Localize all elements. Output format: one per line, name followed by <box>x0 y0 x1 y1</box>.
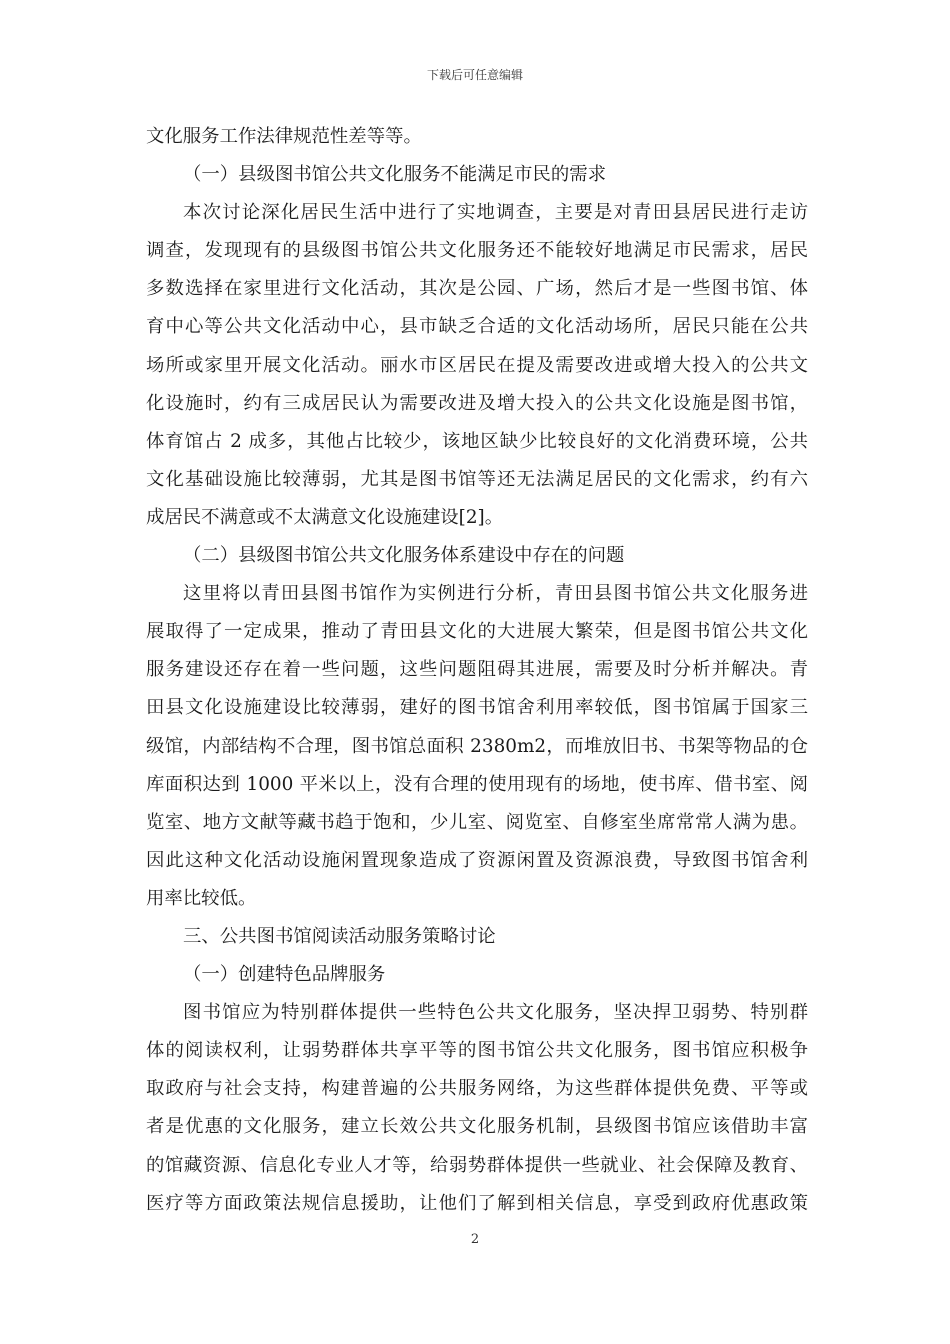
text-line: 体的阅读权利，让弱势群体共享平等的图书馆公共文化服务，图书馆应积极争 <box>146 1040 808 1062</box>
page-number: 2 <box>470 1232 480 1247</box>
text-line: 取政府与社会支持，构建普遍的公共服务网络，为这些群体提供免费、平等或 <box>146 1078 808 1100</box>
text-line: （一）创建特色品牌服务 <box>183 964 386 986</box>
text-line: 览室、地方文献等藏书趋于饱和，少儿室、阅览室、自修室坐席常常人满为患。 <box>146 811 808 833</box>
text-line: 这里将以青田县图书馆作为实例进行分析，青田县图书馆公共文化服务进 <box>183 583 808 605</box>
text-line: 的馆藏资源、信息化专业人才等，给弱势群体提供一些就业、社会保障及教育、 <box>146 1154 808 1176</box>
document-body <box>146 118 808 1223</box>
page-header: 下载后可任意编辑 <box>426 68 523 82</box>
text-line: （一）县级图书馆公共文化服务不能满足市民的需求 <box>183 164 606 186</box>
text-line: 三、公共图书馆阅读活动服务策略讨论 <box>183 925 496 947</box>
text-line: 文化服务工作法律规范性差等等。 <box>146 126 422 147</box>
text-line: 级馆，内部结构不合理，图书馆总面积 2380m2，而堆放旧书、书架等物品的仓 <box>146 735 808 757</box>
text-line: 体育馆占 2 成多，其他占比较少，该地区缺少比较良好的文化消费环境，公共 <box>146 430 808 452</box>
text-line: 田县文化设施建设比较薄弱，建好的图书馆舍利用率较低，图书馆属于国家三 <box>146 697 808 719</box>
text-line: 本次讨论深化居民生活中进行了实地调查，主要是对青田县居民进行走访 <box>183 202 808 224</box>
text-line: 多数选择在家里进行文化活动，其次是公园、广场，然后才是一些图书馆、体 <box>146 278 808 300</box>
text-line: 化设施时，约有三成居民认为需要改进及增大投入的公共文化设施是图书馆， <box>146 392 808 414</box>
text-line: 库面积达到 1000 平米以上，没有合理的使用现有的场地，使书库、借书室、阅 <box>146 773 808 795</box>
text-line: 医疗等方面政策法规信息援助，让他们了解到相关信息，享受到政府优惠政策 <box>146 1192 808 1214</box>
text-line: 调查，发现现有的县级图书馆公共文化服务还不能较好地满足市民需求，居民 <box>146 240 808 262</box>
text-line: 展取得了一定成果，推动了青田县文化的大进展大繁荣，但是图书馆公共文化 <box>146 621 808 643</box>
text-line: 文化基础设施比较薄弱，尤其是图书馆等还无法满足居民的文化需求，约有六 <box>146 468 808 490</box>
text-line: 者是优惠的文化服务，建立长效公共文化服务机制，县级图书馆应该借助丰富 <box>146 1116 808 1138</box>
text-line: 成居民不满意或不太满意文化设施建设[2]。 <box>146 506 504 528</box>
text-line: 服务建设还存在着一些问题，这些问题阻碍其进展，需要及时分析并解决。青 <box>146 659 808 681</box>
text-line: 育中心等公共文化活动中心，县市缺乏合适的文化活动场所，居民只能在公共 <box>146 316 808 338</box>
text-line: 场所或家里开展文化活动。丽水市区居民在提及需要改进或增大投入的公共文 <box>146 354 808 376</box>
text-line: 图书馆应为特别群体提供一些特色公共文化服务，坚决捍卫弱势、特别群 <box>183 1002 808 1024</box>
text-line: 用率比较低。 <box>146 887 257 909</box>
text-line: 因此这种文化活动设施闲置现象造成了资源闲置及资源浪费，导致图书馆舍利 <box>146 849 808 871</box>
text-line: （二）县级图书馆公共文化服务体系建设中存在的问题 <box>183 545 625 567</box>
